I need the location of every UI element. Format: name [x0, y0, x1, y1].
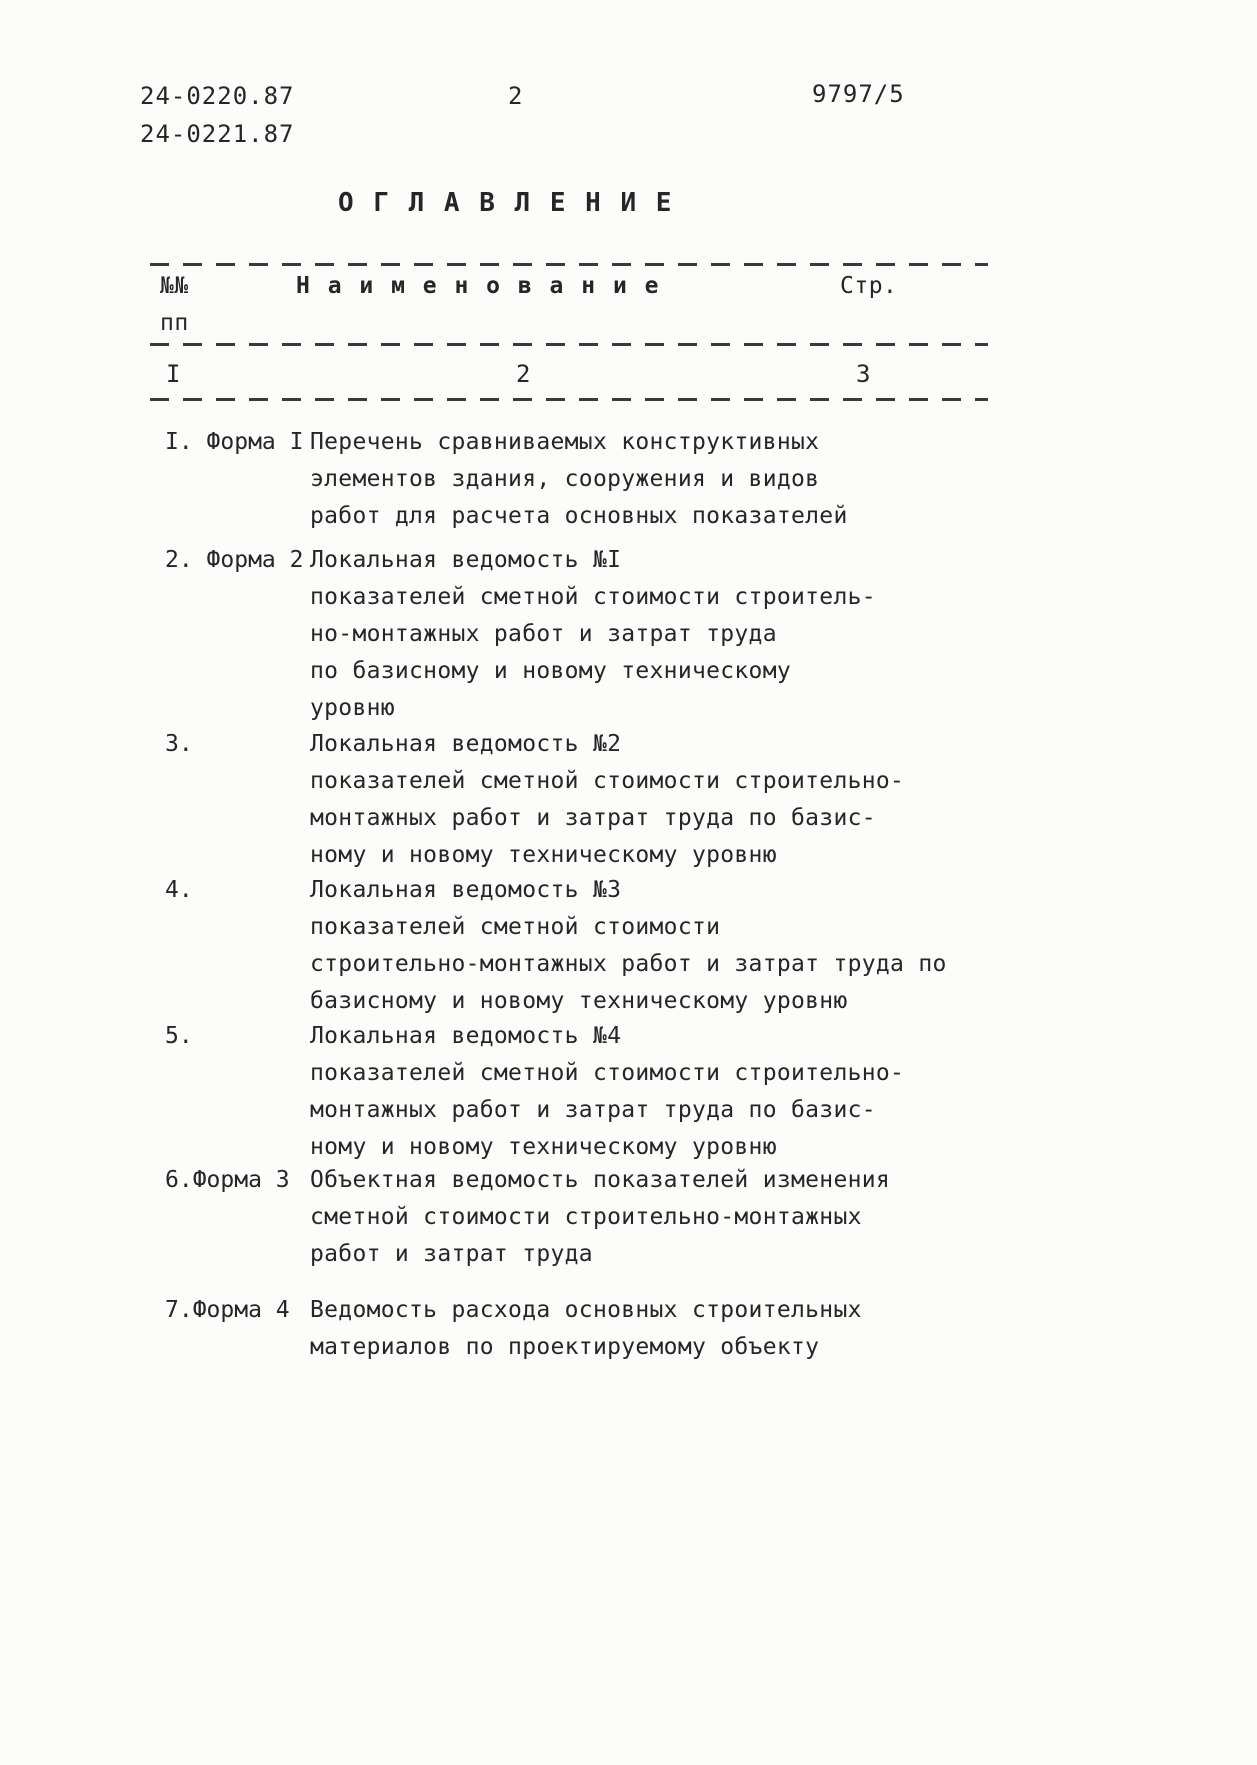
entry-line: Локальная ведомость №3: [310, 877, 622, 903]
entry-text: [310, 726, 904, 874]
page-number: 2: [508, 82, 524, 110]
entry-line: монтажных работ и затрат труда по базис-: [310, 1097, 876, 1123]
entry-line: Локальная ведомость №I: [310, 547, 622, 573]
entry-line: Локальная ведомость №4: [310, 1023, 622, 1049]
entry-line: элементов здания, сооружения и видов: [310, 466, 820, 492]
table-divider-top: [150, 263, 988, 266]
entry-line: строительно-монтажных работ и затрат труда по: [310, 951, 947, 977]
entry-line: монтажных работ и затрат труда по базис-: [310, 805, 876, 831]
entry-line: работ для расчета основных показателей: [310, 503, 848, 529]
entry-line: по базисному и новому техническому: [310, 658, 792, 684]
entry-line: показателей сметной стоимости строительно-: [310, 768, 905, 794]
table-divider-bottom: [150, 398, 988, 401]
col-index-3: 3: [856, 360, 871, 388]
entry-label: 4.: [165, 877, 193, 903]
doc-reference-number: 9797/5: [812, 80, 905, 108]
toc-entry: [165, 726, 904, 874]
entry-line: ному и новому техническому уровню: [310, 1134, 777, 1160]
entry-text: [310, 872, 947, 1020]
entry-text: [310, 424, 848, 535]
entry-line: показателей сметной стоимости строитель-: [310, 584, 876, 610]
entry-line: показателей сметной стоимости строительно-: [310, 1060, 905, 1086]
col-header-page: Стр.: [840, 273, 898, 299]
toc-entry: [165, 872, 947, 1020]
entry-label: 3.: [165, 731, 193, 757]
entry-line: ному и новому техническому уровню: [310, 842, 777, 868]
col-header-number-line2: пп: [160, 310, 189, 336]
col-header-number-line1: №№: [160, 273, 189, 299]
toc-entry: [165, 424, 848, 535]
entry-line: показателей сметной стоимости: [310, 914, 721, 940]
entry-text: [310, 1292, 862, 1366]
entry-label: 5.: [165, 1023, 193, 1049]
toc-entry: [165, 1292, 862, 1366]
entry-line: материалов по проектируемому объекту: [310, 1334, 820, 1360]
entry-label: 2. Форма 2: [165, 547, 304, 573]
col-header-name: Н а и м е н о в а н и е: [296, 273, 661, 299]
doc-code-primary: 24-0220.87: [140, 82, 295, 110]
entry-line: Ведомость расхода основных строительных: [310, 1297, 862, 1323]
toc-entry: [165, 542, 876, 727]
entry-label: 6.Форма 3: [165, 1167, 290, 1193]
entry-label: I. Форма I: [165, 429, 304, 455]
doc-code-secondary: 24-0221.87: [140, 120, 295, 148]
entry-line: уровню: [310, 695, 395, 721]
entry-text: [310, 542, 876, 727]
entry-line: работ и затрат труда: [310, 1241, 593, 1267]
entry-line: сметной стоимости строительно-монтажных: [310, 1204, 862, 1230]
entry-line: Локальная ведомость №2: [310, 731, 622, 757]
col-index-1: I: [166, 360, 181, 388]
entry-line: но-монтажных работ и затрат труда: [310, 621, 777, 647]
entry-line: базисному и новому техническому уровню: [310, 988, 848, 1014]
col-index-2: 2: [516, 360, 531, 388]
toc-entry: [165, 1018, 904, 1166]
toc-title: О Г Л А В Л Е Н И Е: [338, 188, 674, 218]
entry-line: Перечень сравниваемых конструктивных: [310, 429, 820, 455]
entry-text: [310, 1018, 904, 1166]
table-divider-middle: [150, 343, 988, 346]
entry-label: 7.Форма 4: [165, 1297, 290, 1323]
entry-text: [310, 1162, 890, 1273]
toc-entry: [165, 1162, 890, 1273]
entry-line: Объектная ведомость показателей изменения: [310, 1167, 891, 1193]
